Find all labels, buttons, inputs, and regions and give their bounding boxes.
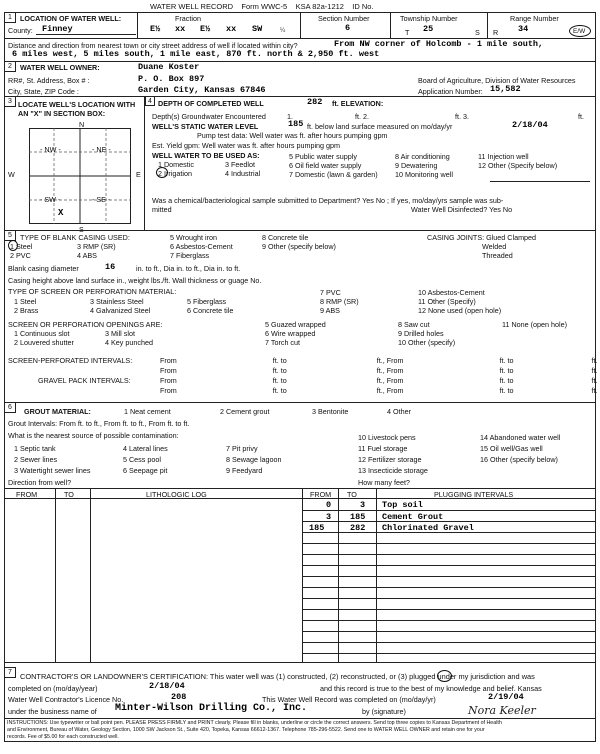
casing-5[interactable]: 5 Wrought iron — [170, 233, 218, 242]
board-text: Board of Agriculture, Division of Water Resources — [418, 76, 576, 85]
contam-9[interactable]: 9 Feedyard — [226, 466, 263, 475]
contam-12[interactable]: 12 Fertilizer storage — [358, 455, 422, 464]
blank-casing-label: TYPE OF BLANK CASING USED: — [20, 233, 130, 242]
s3-heading-2: AN "X" IN SECTION BOX: — [18, 109, 106, 118]
perforated-label: SCREEN-PERFORATED INTERVALS: — [8, 356, 133, 365]
record-completed-label: This Water Well Record was completed on (mo/day/yr) — [262, 695, 436, 704]
grid-ne: - NE - — [92, 145, 111, 154]
business-label: under the business name of — [8, 707, 97, 716]
section-5-number: 5 — [4, 230, 16, 241]
plug-row-1-to[interactable]: 3 — [360, 500, 366, 510]
use-7[interactable]: 7 Domestic (lawn & garden) — [289, 170, 378, 179]
open-7[interactable]: 7 Torch cut — [265, 338, 301, 347]
casing-7[interactable]: 7 Fiberglass — [170, 251, 210, 260]
screen-12[interactable]: 12 None used (open hole) — [418, 306, 502, 315]
diameter-value[interactable]: 16 — [105, 262, 116, 272]
use-11[interactable]: 11 Injection well — [478, 152, 529, 161]
casing-threaded: Threaded — [482, 251, 513, 260]
screen-material-label: TYPE OF SCREEN OR PERFORATION MATERIAL: — [8, 287, 177, 296]
log-col-from-2: FROM — [310, 490, 332, 499]
contam-4[interactable]: 4 Lateral lines — [123, 444, 168, 453]
range-value[interactable]: 34 — [518, 24, 529, 34]
depth-value[interactable]: 282 — [307, 97, 323, 107]
section-1-number: 1 — [4, 12, 16, 23]
casing-3[interactable]: 3 RMP (SR) — [77, 242, 116, 251]
plugged-circle — [437, 670, 452, 682]
contam-16[interactable]: 16 Other (specify below) — [480, 455, 558, 464]
contam-14[interactable]: 14 Abandoned water well — [480, 433, 561, 442]
gravel-label: GRAVEL PACK INTERVALS: — [38, 376, 131, 385]
irrigation-circle — [156, 167, 168, 178]
instructions-line-2: and Environment, Bureau of Water, Geology Section, 1000 SW Jackson St., Suite 420, Topeka, Kansas 66612-1367. Telephone 785-296-5522. Send one to WATER WELL OWNER and retain one for your — [7, 727, 485, 733]
distance-line-2[interactable]: 6 miles west, 5 miles south, 1 mile east, 870 ft. north & 2,950 ft. west — [12, 49, 380, 59]
open-2[interactable]: 2 Louvered shutter — [14, 338, 74, 347]
groundwater-3: ft. 3. — [455, 112, 469, 121]
form-title: WATER WELL RECORD — [150, 2, 234, 11]
application-label: Application Number: — [418, 87, 483, 96]
open-6[interactable]: 6 Wire wrapped — [265, 329, 316, 338]
screen-6[interactable]: 6 Concrete tile — [187, 306, 234, 315]
disinfected-line: Water Well Disinfected? Yes No — [411, 205, 513, 214]
static-level-date[interactable]: 2/18/04 — [512, 120, 548, 130]
casing-8[interactable]: 8 Concrete tile — [262, 233, 309, 242]
groundwater-1: 1. — [287, 112, 293, 121]
ksa-reference: KSA 82a-1212 — [295, 2, 344, 11]
chemical-sample-line: Was a chemical/bacteriological sample submitted to Department? Yes No ; If yes, mo/day/yrs sample was sub- — [152, 196, 504, 205]
grid-nw: - NW - — [40, 145, 61, 154]
range-r: R — [493, 28, 499, 37]
use-label: WELL WATER TO BE USED AS: — [152, 151, 260, 160]
s2-heading: WATER WELL OWNER: — [20, 63, 100, 72]
distance-label: Distance and direction from nearest town or city street address of well if located within city? — [8, 41, 298, 50]
static-level-rest: ft. below land surface measured on mo/day/yr — [307, 122, 453, 131]
grid-w: W — [8, 170, 15, 179]
contam-5[interactable]: 5 Cess pool — [123, 455, 161, 464]
township-label: Township Number — [400, 14, 458, 23]
screen-4[interactable]: 4 Galvanized Steel — [90, 306, 151, 315]
perf-row-2[interactable]: From ft. to ft., From ft. to ft. — [160, 366, 598, 375]
chemical-sample-line-2: mitted — [152, 205, 172, 214]
fraction-1[interactable]: E½ — [150, 24, 161, 34]
casing-2[interactable]: 2 PVC — [10, 251, 31, 260]
open-8[interactable]: 8 Saw cut — [398, 320, 430, 329]
plug-row-3-from[interactable]: 185 — [309, 523, 325, 533]
grout-4[interactable]: 4 Other — [387, 407, 411, 416]
grid-e: E — [136, 170, 141, 179]
section-2-number: 2 — [4, 61, 16, 72]
completed-label: completed on (mo/day/year) — [8, 684, 98, 693]
plug-row-3-desc[interactable]: Chlorinated Gravel — [382, 523, 474, 533]
section-number-label: Section Number — [318, 14, 370, 23]
open-9[interactable]: 9 Drilled holes — [398, 329, 444, 338]
certification-text: CONTRACTOR'S OR LANDOWNER'S CERTIFICATION: This water well was (1) constructed, (2) reconstructed, or (3) plugged under my jurisdiction and was — [20, 672, 535, 681]
grout-2[interactable]: 2 Cement grout — [220, 407, 270, 416]
owner-address[interactable]: P. O. Box 897 — [138, 74, 205, 84]
screen-2[interactable]: 2 Brass — [14, 306, 39, 315]
grid-sw: - SW - — [40, 195, 61, 204]
s1-heading: LOCATION OF WATER WELL: — [20, 14, 122, 23]
completed-date[interactable]: 2/18/04 — [149, 681, 185, 691]
screen-8[interactable]: 8 RMP (SR) — [320, 297, 359, 306]
grout-3[interactable]: 3 Bentonite — [312, 407, 349, 416]
fraction-2[interactable]: xx — [175, 24, 186, 34]
openings-label: SCREEN OR PERFORATION OPENINGS ARE: — [8, 320, 163, 329]
signature[interactable]: Nora Keeler — [468, 704, 536, 717]
well-location-x[interactable]: X — [58, 208, 64, 218]
screen-11[interactable]: 11 Other (Specify) — [418, 297, 476, 306]
screen-10[interactable]: 10 Asbestos-Cement — [418, 288, 485, 297]
section-number-value[interactable]: 6 — [345, 23, 351, 33]
screen-1[interactable]: 1 Steel — [14, 297, 37, 306]
open-3[interactable]: 3 Mill slot — [105, 329, 135, 338]
use-12[interactable]: 12 Other (Specify below) — [478, 161, 558, 170]
county-value[interactable]: Finney — [42, 24, 73, 34]
section-grid-lines — [29, 128, 131, 224]
screen-9[interactable]: 9 ABS — [320, 306, 340, 315]
licence-label: Water Well Contractor's Licence No. — [8, 695, 124, 704]
groundwater-2: ft. 2. — [355, 112, 369, 121]
use-1[interactable]: 1 Domestic — [158, 160, 194, 169]
contam-10[interactable]: 10 Livestock pens — [358, 433, 416, 442]
use-9[interactable]: 9 Dewatering — [395, 161, 438, 170]
open-11[interactable]: 11 None (open hole) — [502, 320, 567, 329]
static-level-label: WELL'S STATIC WATER LEVEL — [152, 122, 259, 131]
east-west-circle — [569, 25, 591, 37]
contam-1[interactable]: 1 Septic tank — [14, 444, 56, 453]
owner-name[interactable]: Duane Koster — [138, 62, 200, 72]
screen-3[interactable]: 3 Stainless Steel — [90, 297, 144, 306]
casing-9[interactable]: 9 Other (specify below) — [262, 242, 336, 251]
grout-intervals: Grout Intervals: From ft. to ft., From ft. to ft., From ft. to ft. — [8, 419, 190, 428]
instructions-line-1: INSTRUCTIONS: Use typewriter or ball point pen. PLEASE PRESS FIRMLY and PRINT clearly. Please fill in blanks, underline or circle the correct answers. Send top three copies to Kansas Department of Health — [7, 720, 502, 726]
use-8[interactable]: 8 Air conditioning — [395, 152, 450, 161]
licence-number[interactable]: 208 — [171, 692, 187, 702]
screen-5[interactable]: 5 Fiberglass — [187, 297, 227, 306]
perf-row-1[interactable]: From ft. to ft., From ft. to ft. — [160, 356, 598, 365]
log-col-lithologic: LITHOLOGIC LOG — [146, 490, 207, 499]
contam-7[interactable]: 7 Pit privy — [226, 444, 258, 453]
elevation-label: ft. ELEVATION: — [332, 99, 384, 108]
fraction-label: Fraction — [175, 14, 201, 23]
open-1[interactable]: 1 Continuous slot — [14, 329, 70, 338]
fraction-3[interactable]: E½ — [200, 24, 211, 34]
open-10[interactable]: 10 Other (specify) — [398, 338, 456, 347]
contam-8[interactable]: 8 Sewage lagoon — [226, 455, 282, 464]
s3-heading: LOCATE WELL'S LOCATION WITH — [18, 100, 136, 109]
signature-label: by (signature) — [362, 707, 406, 716]
log-col-to: TO — [64, 490, 74, 499]
log-col-from: FROM — [16, 490, 38, 499]
open-4[interactable]: 4 Key punched — [105, 338, 153, 347]
grout-1[interactable]: 1 Neat cement — [124, 407, 171, 416]
steel-circle — [8, 240, 18, 251]
groundwater-end: ft. — [578, 112, 584, 121]
use-5[interactable]: 5 Public water supply — [289, 152, 357, 161]
form-number: Form WWC-5 — [241, 2, 288, 11]
grid-n: N — [79, 120, 85, 129]
plug-row-2-desc[interactable]: Cement Grout — [382, 512, 444, 522]
use-4[interactable]: 4 Industrial — [225, 169, 261, 178]
owner-city[interactable]: Garden City, Kansas 67846 — [138, 85, 266, 95]
fraction-4[interactable]: xx — [226, 24, 237, 34]
plug-row-2-from[interactable]: 3 — [326, 512, 332, 522]
instructions-line-3: records. Fee of $5.00 for each constructed well. — [7, 734, 119, 740]
county-label: County: — [8, 26, 33, 35]
contamination-label: What is the nearest source of possible contamination: — [8, 431, 179, 440]
use-3[interactable]: 3 Feedlot — [225, 160, 255, 169]
casing-6[interactable]: 6 Asbestos-Cement — [170, 242, 233, 251]
gravel-row-2[interactable]: From ft. to ft., From ft. to ft. — [160, 386, 598, 395]
section-4-number: 4 — [145, 96, 155, 106]
groundwater-label: Depth(s) Groundwater Encountered — [152, 112, 266, 121]
diameter-label: Blank casing diameter — [8, 264, 79, 273]
screen-7[interactable]: 7 PVC — [320, 288, 341, 297]
completed-rest: and this record is true to the best of my knowledge and belief. Kansas — [320, 684, 542, 693]
yield-line: Est. Yield gpm: Well water was ft. after hours pumping gpm — [152, 141, 341, 150]
section-6-number: 6 — [4, 402, 16, 413]
plug-row-1-desc[interactable]: Top soil — [382, 500, 423, 510]
depth-label: DEPTH OF COMPLETED WELL — [158, 99, 264, 108]
plug-row-1-from[interactable]: 0 — [326, 500, 332, 510]
id-no-label: ID No. — [352, 2, 374, 11]
diameter-rest: in. to ft., Dia in. to ft., Dia in. to ft. — [136, 264, 241, 273]
section-3-number: 3 — [4, 96, 16, 107]
log-col-to-2: TO — [347, 490, 357, 499]
plug-row-3-to[interactable]: 282 — [350, 523, 366, 533]
static-level-value[interactable]: 185 — [288, 119, 304, 129]
contam-13[interactable]: 13 Insecticide storage — [358, 466, 428, 475]
contam-11[interactable]: 11 Fuel storage — [358, 444, 408, 453]
casing-joints: CASING JOINTS: Glued Clamped — [427, 233, 537, 242]
use-2[interactable]: 2 Irrigation — [158, 169, 192, 178]
contam-3[interactable]: 3 Watertight sewer lines — [14, 466, 91, 475]
gravel-row-1[interactable]: From ft. to ft., From ft. to ft. — [160, 376, 598, 385]
casing-welded: Welded — [482, 242, 507, 251]
pump-test-line: Pump test data: Well water was ft. after hours pumping gpm — [197, 131, 388, 140]
city-label: City, State, ZIP Code : — [8, 87, 79, 96]
township-s: S — [475, 28, 480, 37]
distance-line-1[interactable]: From NW corner of Holcomb - 1 mile south, — [334, 39, 544, 49]
grout-label: GROUT MATERIAL: — [24, 407, 91, 416]
how-many-feet-label: How many feet? — [358, 478, 410, 487]
township-value[interactable]: 25 — [423, 24, 434, 34]
log-col-plugging: PLUGGING INTERVALS — [434, 490, 514, 499]
casing-height-line: Casing height above land surface in., weight lbs./ft. Wall thickness or guage No. — [8, 276, 262, 285]
contam-6[interactable]: 6 Seepage pit — [123, 466, 168, 475]
use-10[interactable]: 10 Monitoring well — [395, 170, 453, 179]
range-label: Range Number — [510, 14, 559, 23]
business-name[interactable]: Minter-Wilson Drilling Co., Inc. — [115, 703, 308, 714]
casing-4[interactable]: 4 ABS — [77, 251, 97, 260]
open-5[interactable]: 5 Guazed wrapped — [265, 320, 326, 329]
fraction-5[interactable]: SW — [252, 24, 263, 34]
contam-2[interactable]: 2 Sewer lines — [14, 455, 58, 464]
fraction-6: ¼ — [280, 28, 286, 34]
form-header — [150, 2, 374, 11]
range-ew: E/W — [573, 28, 586, 35]
casing-1[interactable]: 1 Steel — [10, 242, 33, 251]
address-label: RR#, St. Address, Box # : — [8, 76, 90, 85]
grid-se: - SE - — [92, 195, 111, 204]
direction-label: Direction from well? — [8, 478, 72, 487]
plug-row-2-to[interactable]: 185 — [350, 512, 366, 522]
contam-15[interactable]: 15 Oil well/Gas well — [480, 444, 543, 453]
section-7-number: 7 — [4, 667, 16, 678]
application-number[interactable]: 15,582 — [490, 84, 521, 94]
use-6[interactable]: 6 Oil field water supply — [289, 161, 362, 170]
township-t: T — [405, 28, 410, 37]
record-completed-date[interactable]: 2/19/04 — [488, 692, 524, 702]
